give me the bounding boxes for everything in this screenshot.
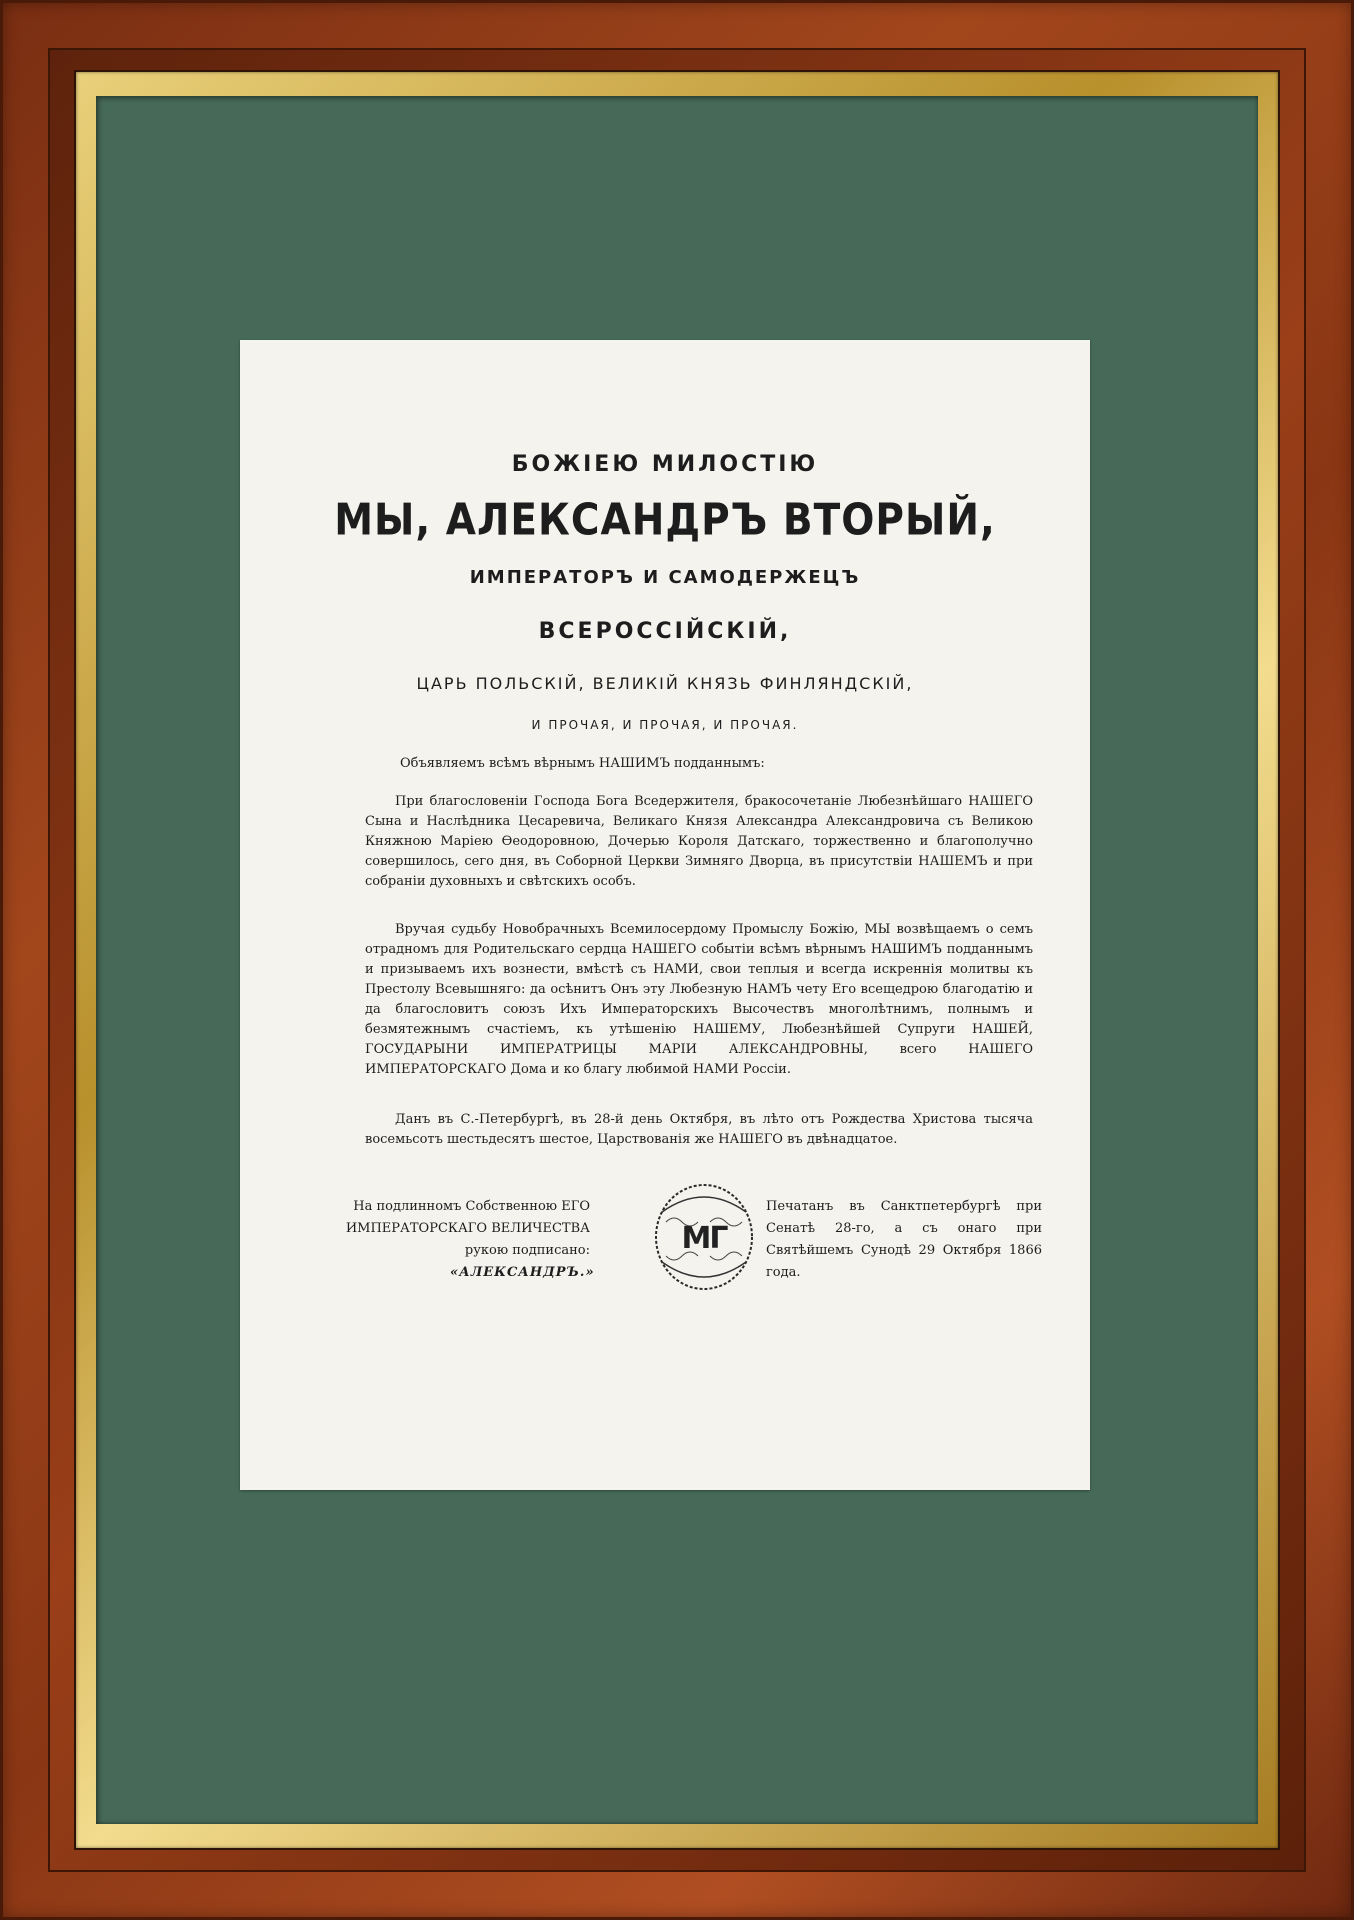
signature-name: «АЛЕКСАНДРЪ.» [450, 1265, 595, 1280]
title-line-5: ЦАРЬ ПОЛЬСКІЙ, ВЕЛИКІЙ КНЯЗЬ ФИНЛЯНДСКІЙ, [416, 674, 914, 693]
paragraph-3: Данъ въ С.-Петербургѣ, въ 28-й день Октября, въ лѣто отъ Рождества Христова тысяча восемьсотъ шестьдесятъ шестое, Царствованія же НАШЕГО въ двѣнадцатое. [365, 1112, 1033, 1147]
title-line-3: ИМПЕРАТОРЪ И САМОДЕРЖЕЦЪ [469, 567, 861, 588]
title-line-1: БОЖІЕЮ МИЛОСТІЮ [511, 452, 819, 477]
printing-note: Печатанъ въ Санктпетербургѣ при Сенатѣ 28-го, а съ онаго при Святѣйшемъ Сунодѣ 29 Октября 1866 года. [766, 1199, 1042, 1280]
manifesto-document [240, 340, 1090, 1490]
seal-monogram-icon [652, 1182, 756, 1292]
signature-note: На подлинномъ Собственною ЕГО ИМПЕРАТОРСКАГО ВЕЛИЧЕСТВА рукою подписано: [345, 1199, 590, 1258]
svg-text:МГ: МГ [681, 1221, 727, 1256]
paragraph-1: При благословеніи Господа Бога Вседержителя, бракосочетаніе Любезнѣйшаго НАШЕГО Сына и Наслѣдника Цесаревича, Великаго Князя Александра Александровича съ Великою Княжною Маріею Ѳеодоровною, Дочерью Короля Датскаго, торжественно и благополучно совершилось, сего дня, въ Соборной Церкви Зимняго Дворца, въ присутствіи НАШЕМЪ и при собраніи духовныхъ и свѣтскихъ особъ. [365, 794, 1033, 889]
title-line-4: ВСЕРОССІЙСКІЙ, [538, 619, 792, 644]
address-line: Объявляемъ всѣмъ вѣрнымъ НАШИМЪ подданнымъ: [400, 756, 765, 771]
title-line-6: И ПРОЧАЯ, И ПРОЧАЯ, И ПРОЧАЯ. [531, 718, 799, 732]
title-line-2: МЫ, АЛЕКСАНДРЪ ВТОРЫЙ, [334, 495, 996, 546]
paragraph-2: Вручая судьбу Новобрачныхъ Всемилосердому Промыслу Божію, МЫ возвѣщаемъ о семъ отрадномъ для Родительскаго сердца НАШЕГО событіи всѣмъ вѣрнымъ НАШИМЪ подданнымъ и призываемъ ихъ вознести, вмѣстѣ съ НАМИ, свои теплыя и всегда искреннія молитвы къ Престолу Всевышняго: да осѣнитъ Онъ эту Любезную НАМЪ чету Его всещедрою благодатію и да благословитъ союзъ Ихъ Императорскихъ Высочествъ многолѣтнимъ, полнымъ и безмятежнымъ счастіемъ, къ утѣшенію НАШЕМУ, Любезнѣйшей Супруги НАШЕЙ, ГОСУДАРЫНИ ИМПЕРАТРИЦЫ МАРІИ АЛЕКСАНДРОВНЫ, всего НАШЕГО ИМПЕРАТОРСКАГО Дома и ко благу любимой НАМИ Россіи. [365, 922, 1033, 1077]
